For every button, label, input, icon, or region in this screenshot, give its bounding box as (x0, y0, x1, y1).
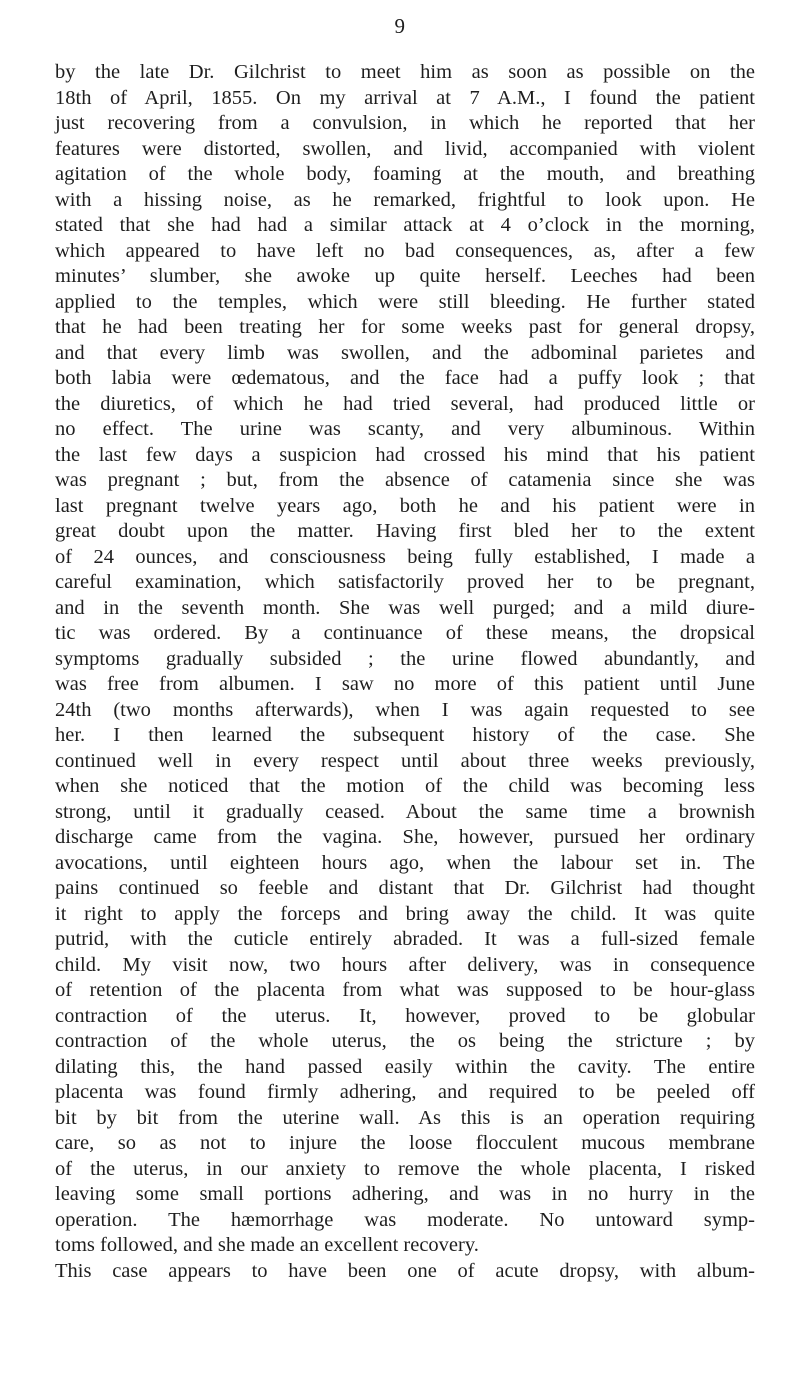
text-line: minutes’ slumber, she awoke up quite herself. Leeches had been (55, 265, 755, 287)
text-line: symptoms gradually subsided ; the urine flowed abundantly, and (55, 647, 755, 670)
text-line: no effect. The urine was scanty, and very albuminous. Within (55, 418, 755, 440)
text-line: bit by bit from the uterine wall. As this is an operation requiring (55, 1106, 755, 1129)
text-line: strong, until it gradually ceased. About the same time a brownish (55, 800, 755, 823)
text-line: contraction of the whole uterus, the os being the stricture ; by (55, 1030, 755, 1052)
text-line: was pregnant ; but, from the absence of catamenia since she was (55, 469, 755, 491)
text-line: tic was ordered. By a continuance of these means, the dropsical (55, 622, 755, 644)
text-line: This case appears to have been one of acute dropsy, with album- (55, 1259, 755, 1282)
text-line: and in the seventh month. She was well purged; and a mild diure- (55, 596, 755, 619)
text-line: putrid, with the cuticle entirely abraded. It was a full-sized female (55, 928, 755, 950)
text-line: last pregnant twelve years ago, both he and his patient were in (55, 494, 755, 517)
text-line: care, so as not to injure the loose flocculent mucous membrane (55, 1132, 755, 1154)
text-line: both labia were œdematous, and the face had a puffy look ; that (55, 367, 755, 389)
text-line: of retention of the placenta from what was supposed to be hour-glass (55, 979, 755, 1001)
text-line: 18th of April, 1855. On my arrival at 7 A.M., I found the patient (55, 86, 755, 109)
text-line: placenta was found firmly adhering, and required to be peeled off (55, 1081, 755, 1103)
text-line: stated that she had had a similar attack at 4 o’clock in the morning, (55, 214, 755, 236)
text-line: contraction of the uterus. It, however, proved to be globular (55, 1004, 755, 1027)
page-number: 9 (394, 14, 406, 38)
text-line: discharge came from the vagina. She, however, pursued her ordinary (55, 826, 755, 848)
text-line: was free from albumen. I saw no more of this patient until June (55, 673, 755, 695)
text-line: features were distorted, swollen, and livid, accompanied with violent (55, 137, 755, 160)
text-line: 24th (two months afterwards), when I was again requested to see (55, 698, 755, 721)
text-line: operation. The hæmorrhage was moderate. No untoward symp- (55, 1208, 755, 1231)
text-line: by the late Dr. Gilchrist to meet him as soon as possible on the (55, 61, 755, 83)
text-line: careful examination, which satisfactorily proved her to be pregnant, (55, 571, 755, 593)
text-line: pains continued so feeble and distant that Dr. Gilchrist had thought (55, 877, 755, 899)
text-line: of 24 ounces, and consciousness being fully established, I made a (55, 545, 755, 568)
text-line: it right to apply the forceps and bring away the child. It was quite (55, 902, 755, 925)
text-line: toms followed, and she made an excellent recovery. (55, 1234, 479, 1256)
body-text (55, 60, 755, 1284)
text-line: leaving some small portions adhering, and was in no hurry in the (55, 1183, 755, 1205)
text-line: and that every limb was swollen, and the adbominal parietes and (55, 341, 755, 364)
text-line: continued well in every respect until about three weeks previously, (55, 749, 755, 772)
text-line: just recovering from a convulsion, in which he reported that her (55, 112, 755, 134)
text-line: her. I then learned the subsequent history of the case. She (55, 724, 755, 746)
text-line: great doubt upon the matter. Having first bled her to the extent (55, 520, 755, 542)
text-line: child. My visit now, two hours after delivery, was in consequence (55, 953, 755, 976)
text-line: the last few days a suspicion had crossed his mind that his patient (55, 443, 755, 466)
text-line: applied to the temples, which were still bleeding. He further stated (55, 290, 755, 313)
text-line: which appeared to have left no bad consequences, as, after a few (55, 239, 755, 262)
text-line: avocations, until eighteen hours ago, when the labour set in. The (55, 851, 755, 874)
text-line: when she noticed that the motion of the child was becoming less (55, 775, 755, 797)
text-line: of the uterus, in our anxiety to remove the whole placenta, I risked (55, 1157, 755, 1180)
text-line: agitation of the whole body, foaming at the mouth, and breathing (55, 163, 755, 185)
text-line: the diuretics, of which he had tried several, had produced little or (55, 392, 755, 415)
text-line: dilating this, the hand passed easily within the cavity. The entire (55, 1055, 755, 1078)
text-line: with a hissing noise, as he remarked, frightful to look upon. He (55, 188, 755, 211)
text-line: that he had been treating her for some weeks past for general dropsy, (55, 316, 755, 338)
